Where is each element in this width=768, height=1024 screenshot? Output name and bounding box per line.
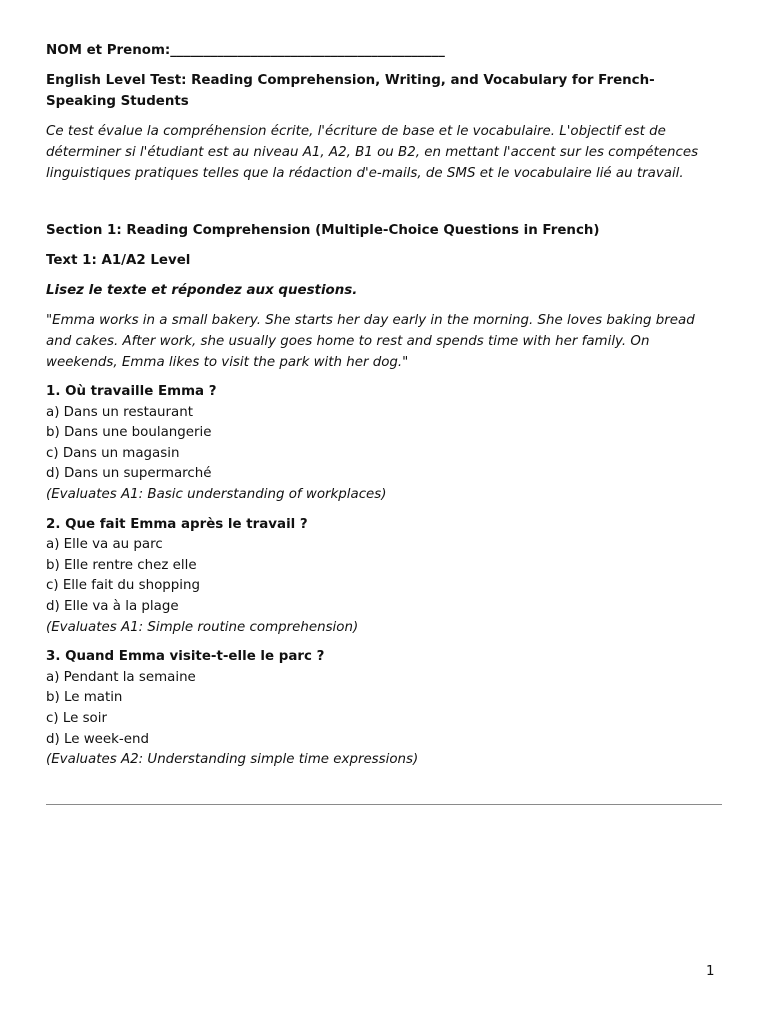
evaluation-note: (Evaluates A1: Simple routine comprehension) bbox=[46, 619, 359, 635]
answer-option: a) Dans un restaurant bbox=[46, 404, 193, 420]
answer-option: d) Dans un supermarché bbox=[46, 466, 212, 482]
document-page bbox=[46, 40, 722, 780]
intro-paragraph: Ce test évalue la compréhension écrite, l'écriture de base et le vocabulaire. L'objectif est de déterminer si l'étudiant est au niveau A1, A2, B1 ou B2, en mettant l'accent sur les compétences linguistiques pratiques telles que la rédaction d'e-mails, de SMS et le vocabulaire lié au travail. bbox=[46, 124, 699, 181]
evaluation-note: (Evaluates A2: Understanding simple time expressions) bbox=[46, 752, 419, 768]
reading-passage: "Emma works in a small bakery. She starts her day early in the morning. She loves baking bread and cakes. After work, she usually goes home to rest and spends time with her family. On weekends, Emma likes to visit the park with her dog." bbox=[46, 313, 695, 370]
name-field: NOM et Prenom:_________________________________________ bbox=[46, 43, 445, 58]
answer-option: c) Dans un magasin bbox=[46, 445, 180, 461]
answer-option: b) Dans une boulangerie bbox=[46, 425, 212, 441]
answer-option: a) Elle va au parc bbox=[46, 537, 163, 553]
document-title: English Level Test: Reading Comprehension, Writing, and Vocabulary for French-Speaking Students bbox=[46, 73, 655, 109]
answer-option: a) Pendant la semaine bbox=[46, 669, 196, 685]
question-block-1 bbox=[46, 382, 722, 506]
answer-option: b) Elle rentre chez elle bbox=[46, 557, 197, 573]
answer-option: c) Le soir bbox=[46, 710, 107, 726]
question-block-3 bbox=[46, 647, 722, 771]
question-block-2 bbox=[46, 515, 722, 639]
answer-option: c) Elle fait du shopping bbox=[46, 578, 200, 594]
answer-option: d) Le week-end bbox=[46, 731, 149, 747]
text-label: Text 1: A1/A2 Level bbox=[46, 253, 191, 268]
horizontal-divider bbox=[46, 804, 722, 805]
answer-option: d) Elle va à la plage bbox=[46, 598, 179, 614]
question-text: 1. Où travaille Emma ? bbox=[46, 384, 217, 399]
question-text: 3. Quand Emma visite-t-elle le parc ? bbox=[46, 649, 325, 665]
section-heading: Section 1: Reading Comprehension (Multiple-Choice Questions in French) bbox=[46, 223, 600, 238]
instruction: Lisez le texte et répondez aux questions. bbox=[46, 283, 358, 298]
answer-option: b) Le matin bbox=[46, 690, 123, 706]
evaluation-note: (Evaluates A1: Basic understanding of workplaces) bbox=[46, 486, 387, 502]
question-text: 2. Que fait Emma après le travail ? bbox=[46, 516, 308, 532]
page-number: 1 bbox=[706, 964, 715, 979]
